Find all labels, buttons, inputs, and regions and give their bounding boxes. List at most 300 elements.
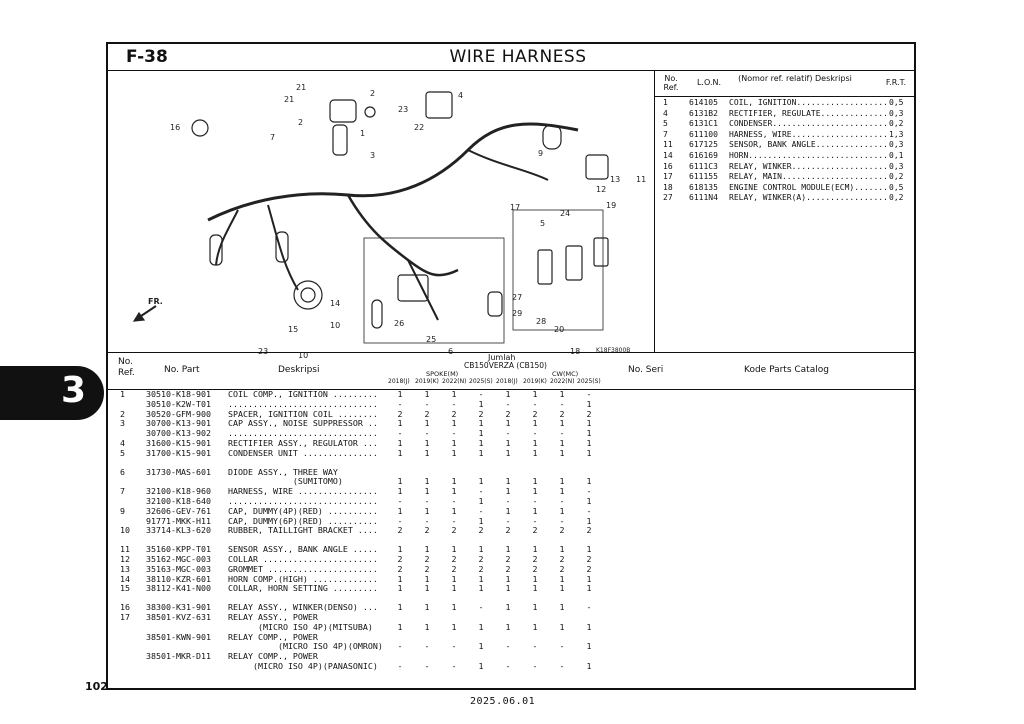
row-quantity: 1 — [478, 583, 484, 594]
row-quantity: 1 — [532, 621, 538, 632]
row-description: CONDENSER UNIT ............... — [228, 447, 378, 458]
row-quantity: 1 — [505, 602, 511, 613]
header-year: 2018(J) — [496, 378, 518, 385]
row-quantity: 1 — [586, 398, 592, 409]
row-description: RELAY ASSY., WINKER(DENSO) ... — [228, 602, 378, 613]
row-quantity: 1 — [451, 583, 457, 594]
row-quantity: - — [424, 398, 430, 409]
lon-row — [655, 119, 914, 130]
row-ref: 5 — [120, 447, 125, 458]
header-models: CB150VERZA (CB150) — [464, 361, 547, 370]
figure-reference: K18F3800B — [596, 347, 631, 354]
row-quantity: 1 — [532, 418, 538, 429]
header-year: 2022(N) — [442, 378, 467, 385]
row-quantity: 1 — [478, 476, 484, 487]
row-part-number: 32606-GEV-761 — [146, 505, 211, 516]
row-quantity: 1 — [532, 602, 538, 613]
row-quantity: 1 — [451, 447, 457, 458]
page-header — [108, 44, 914, 71]
lon-code: 6111N4 — [689, 193, 718, 203]
header-year: 2022(N) — [550, 378, 575, 385]
row-quantity: - — [532, 660, 538, 671]
row-quantity: 1 — [478, 544, 484, 555]
row-quantity: 1 — [532, 486, 538, 497]
row-quantity: 2 — [478, 525, 484, 536]
header-year: 2025(S) — [577, 378, 601, 385]
lon-row — [655, 109, 914, 120]
table-row — [108, 662, 914, 672]
header-year: 2018(J) — [388, 378, 410, 385]
row-part-number: 33714-KL3-620 — [146, 525, 211, 536]
row-quantity: 1 — [397, 437, 403, 448]
row-quantity: 1 — [397, 583, 403, 594]
parts-table-body — [108, 390, 914, 672]
row-quantity: 1 — [478, 641, 484, 652]
row-quantity: 2 — [505, 408, 511, 419]
lon-row — [655, 140, 914, 151]
row-quantity: - — [559, 515, 565, 526]
row-quantity: 1 — [397, 573, 403, 584]
row-quantity: 1 — [451, 418, 457, 429]
row-quantity: - — [451, 398, 457, 409]
lon-code: 611100 — [689, 129, 718, 139]
row-quantity: 1 — [505, 447, 511, 458]
row-quantity: 1 — [505, 505, 511, 516]
row-description: .............................. — [228, 495, 378, 506]
row-quantity: 1 — [424, 418, 430, 429]
callout-label: 21 — [296, 83, 307, 92]
row-ref: 4 — [120, 437, 125, 448]
lon-desc: CONDENSER........................ — [729, 119, 888, 129]
callout-labels — [148, 83, 646, 360]
lon-row — [655, 193, 914, 204]
row-ref: 2 — [120, 408, 125, 419]
harness-trunk — [208, 124, 578, 220]
row-quantity: 1 — [424, 583, 430, 594]
row-quantity: 2 — [532, 553, 538, 564]
row-part-number: 32100-K18-640 — [146, 495, 211, 506]
row-quantity: 1 — [586, 428, 592, 439]
row-quantity: 1 — [451, 486, 457, 497]
row-description: CAP, DUMMY(4P)(RED) .......... — [228, 505, 378, 516]
lon-desc: COIL, IGNITION................... — [729, 98, 888, 107]
row-quantity: - — [397, 398, 403, 409]
row-quantity: - — [478, 389, 484, 399]
parts-page-frame — [106, 42, 916, 690]
header-description: Deskripsi — [278, 365, 320, 375]
callout-label: 12 — [596, 185, 607, 194]
row-quantity: - — [586, 505, 592, 516]
row-quantity: - — [478, 486, 484, 497]
row-quantity: 1 — [478, 573, 484, 584]
callout-label: 2 — [298, 118, 304, 127]
row-quantity: 2 — [397, 553, 403, 564]
row-quantity: 2 — [397, 408, 403, 419]
row-quantity: - — [505, 428, 511, 439]
row-quantity: 1 — [532, 573, 538, 584]
row-quantity: 1 — [397, 486, 403, 497]
row-description: HORN COMP.(HIGH) ............. — [228, 573, 378, 584]
lon-code: 6131C1 — [689, 119, 718, 129]
row-quantity: - — [451, 660, 457, 671]
row-quantity: - — [424, 428, 430, 439]
callout-label: 29 — [512, 309, 523, 318]
lon-frt: 0,2 — [889, 172, 904, 182]
row-description: SENSOR ASSY., BANK ANGLE ..... — [228, 544, 378, 555]
row-quantity: 1 — [424, 573, 430, 584]
header-catalog: Kode Parts Catalog — [744, 365, 829, 375]
row-part-number: 30520-GFM-900 — [146, 408, 211, 419]
table-row — [108, 526, 914, 536]
row-quantity: 2 — [424, 525, 430, 536]
row-quantity: - — [478, 505, 484, 516]
callout-label: 10 — [298, 351, 309, 360]
row-quantity: 1 — [424, 389, 430, 399]
row-quantity: 1 — [559, 476, 565, 487]
row-quantity: 1 — [478, 428, 484, 439]
row-description: (MICRO ISO 4P)(OMRON) — [228, 641, 383, 652]
chapter-tab — [0, 366, 104, 420]
lon-frt: 0,1 — [889, 150, 904, 160]
row-description: .............................. — [228, 428, 378, 439]
row-quantity: 1 — [478, 660, 484, 671]
header-year: 2025(S) — [469, 378, 493, 385]
row-quantity: 2 — [532, 563, 538, 574]
row-quantity: - — [532, 515, 538, 526]
callout-label: 16 — [170, 123, 181, 132]
row-ref: 16 — [120, 602, 130, 613]
row-quantity: 2 — [559, 408, 565, 419]
row-part-number: 38501-KVZ-631 — [146, 611, 211, 622]
callout-label: 23 — [398, 105, 409, 114]
row-quantity: 1 — [424, 486, 430, 497]
row-quantity: 2 — [586, 563, 592, 574]
row-quantity: 1 — [559, 447, 565, 458]
row-part-number: 35160-KPP-T01 — [146, 544, 211, 555]
header-year: 2019(K) — [415, 378, 439, 385]
row-part-number: 31700-K15-901 — [146, 447, 211, 458]
lon-ref: 14 — [663, 150, 673, 160]
callout-label: 11 — [636, 175, 647, 184]
header-jumlah: Jumlah — [488, 353, 516, 362]
row-quantity: 2 — [397, 525, 403, 536]
row-quantity: 1 — [424, 476, 430, 487]
table-row — [108, 449, 914, 459]
row-quantity: 2 — [586, 408, 592, 419]
row-quantity: 1 — [478, 515, 484, 526]
row-quantity: 1 — [397, 447, 403, 458]
row-ref: 1 — [120, 389, 125, 399]
callout-label: 23 — [258, 347, 269, 356]
row-quantity: - — [451, 641, 457, 652]
lon-header-ref: No. Ref. — [663, 74, 679, 92]
row-quantity: 1 — [478, 398, 484, 409]
row-quantity: 2 — [586, 525, 592, 536]
row-part-number: 32100-K18-960 — [146, 486, 211, 497]
header-year: 2019(K) — [523, 378, 547, 385]
lon-desc: RELAY, MAIN...................... — [729, 172, 888, 182]
row-quantity: 1 — [424, 447, 430, 458]
lon-desc: SENSOR, BANK ANGLE............... — [729, 140, 888, 150]
row-quantity: - — [451, 428, 457, 439]
row-quantity: 1 — [532, 544, 538, 555]
row-quantity: 1 — [586, 573, 592, 584]
lon-header-frt: F.R.T. — [885, 78, 907, 87]
lon-table-body — [655, 98, 914, 204]
lon-header-desc: (Nomor ref. relatif) Deskripsi — [738, 74, 852, 83]
row-quantity: 1 — [586, 544, 592, 555]
row-quantity: - — [505, 660, 511, 671]
row-quantity: 2 — [478, 563, 484, 574]
row-quantity: - — [505, 515, 511, 526]
row-ref: 12 — [120, 553, 130, 564]
callout-label: 17 — [510, 203, 521, 212]
lon-desc: ENGINE CONTROL MODULE(ECM)....... — [729, 182, 888, 192]
row-quantity: 2 — [424, 408, 430, 419]
row-quantity: 1 — [559, 505, 565, 516]
row-quantity: - — [559, 398, 565, 409]
lon-frt: 1,3 — [889, 129, 904, 139]
harness-branch — [348, 195, 458, 275]
row-quantity: 1 — [559, 544, 565, 555]
row-description: RELAY ASSY., POWER — [228, 611, 318, 622]
row-quantity: 1 — [424, 621, 430, 632]
row-description: CAP ASSY., NOISE SUPPRESSOR .. — [228, 418, 378, 429]
row-quantity: - — [397, 515, 403, 526]
lon-code: 6111C3 — [689, 161, 718, 171]
row-quantity: - — [451, 515, 457, 526]
lon-table-header — [655, 70, 914, 97]
table-row — [108, 584, 914, 594]
row-quantity: 2 — [451, 525, 457, 536]
row-part-number: 38300-K31-901 — [146, 602, 211, 613]
parts-table-header — [108, 352, 914, 390]
row-quantity: 1 — [586, 476, 592, 487]
callout-label: 9 — [538, 149, 544, 158]
row-ref: 6 — [120, 466, 125, 477]
lon-ref: 18 — [663, 182, 673, 192]
row-quantity: - — [424, 660, 430, 671]
row-quantity: 2 — [505, 525, 511, 536]
row-quantity: - — [532, 398, 538, 409]
row-quantity: - — [505, 398, 511, 409]
row-quantity: 1 — [424, 437, 430, 448]
lon-desc: HORN............................. — [729, 150, 888, 160]
callout-label: 1 — [360, 129, 366, 138]
row-ref: 11 — [120, 544, 130, 555]
row-quantity: 1 — [559, 418, 565, 429]
callout-label: 28 — [536, 317, 547, 326]
callout-label: 20 — [554, 325, 565, 334]
row-description: SPACER, IGNITION COIL ........ — [228, 408, 378, 419]
row-description: COLLAR ....................... — [228, 553, 378, 564]
lon-ref: 4 — [663, 108, 668, 118]
row-description: HARNESS, WIRE ................ — [228, 486, 378, 497]
row-quantity: 1 — [424, 602, 430, 613]
row-part-number: 38501-MKR-D11 — [146, 651, 211, 662]
row-description: CAP, DUMMY(6P)(RED) .......... — [228, 515, 378, 526]
row-quantity: 2 — [451, 553, 457, 564]
lon-code: 616169 — [689, 150, 718, 160]
row-quantity: 1 — [397, 505, 403, 516]
row-quantity: 1 — [451, 437, 457, 448]
row-description: (MICRO ISO 4P)(PANASONIC) — [228, 660, 378, 671]
callout-label: 19 — [606, 201, 617, 210]
lon-code: 614105 — [689, 98, 718, 107]
callout-label: 6 — [448, 347, 454, 356]
row-quantity: - — [559, 660, 565, 671]
row-part-number: 91771-MKK-H11 — [146, 515, 211, 526]
row-quantity: - — [559, 495, 565, 506]
row-quantity: 1 — [532, 447, 538, 458]
row-quantity: 1 — [424, 505, 430, 516]
row-quantity: - — [397, 428, 403, 439]
header-cw: CW(MC) — [552, 370, 579, 378]
lon-ref: 1 — [663, 98, 668, 107]
row-ref: 15 — [120, 583, 130, 594]
row-quantity: - — [397, 641, 403, 652]
lon-code: 611155 — [689, 172, 718, 182]
row-quantity: 1 — [532, 389, 538, 399]
row-quantity: 1 — [451, 573, 457, 584]
row-quantity: 1 — [451, 389, 457, 399]
row-part-number: 38110-KZR-601 — [146, 573, 211, 584]
row-quantity: 2 — [559, 563, 565, 574]
row-quantity: 1 — [505, 544, 511, 555]
row-quantity: 1 — [505, 437, 511, 448]
callout-label: 2 — [370, 89, 376, 98]
row-quantity: 1 — [505, 389, 511, 399]
row-quantity: 1 — [478, 447, 484, 458]
lon-code: 618135 — [689, 182, 718, 192]
row-quantity: 1 — [424, 544, 430, 555]
lon-desc: RECTIFIER, REGULATE.............. — [729, 108, 888, 118]
row-part-number: 30700-K13-901 — [146, 418, 211, 429]
row-quantity: 2 — [451, 563, 457, 574]
row-quantity: 1 — [505, 583, 511, 594]
lon-row — [655, 98, 914, 109]
lon-code: 617125 — [689, 140, 718, 150]
row-quantity: 1 — [586, 515, 592, 526]
lon-row — [655, 130, 914, 141]
row-quantity: 1 — [532, 583, 538, 594]
callout-label: 14 — [330, 299, 341, 308]
row-quantity: 1 — [559, 573, 565, 584]
row-quantity: - — [424, 641, 430, 652]
row-ref: 3 — [120, 418, 125, 429]
lon-frt: 0,5 — [889, 182, 904, 192]
row-ref: 17 — [120, 611, 130, 622]
lon-frt: 0,3 — [889, 161, 904, 171]
row-quantity: 1 — [586, 641, 592, 652]
row-quantity: 1 — [397, 476, 403, 487]
row-quantity: 1 — [505, 486, 511, 497]
header-spoke: SPOKE(M) — [426, 370, 459, 378]
lon-frt: 0,3 — [889, 108, 904, 118]
callout-label: 15 — [288, 325, 299, 334]
row-quantity: 1 — [478, 418, 484, 429]
row-quantity: 1 — [397, 418, 403, 429]
row-part-number: 31600-K15-901 — [146, 437, 211, 448]
lon-frt: 0,2 — [889, 193, 904, 203]
lon-frt: 0,3 — [889, 140, 904, 150]
row-quantity: 1 — [397, 621, 403, 632]
lon-ref: 16 — [663, 161, 673, 171]
row-quantity: - — [424, 495, 430, 506]
page-title: WIRE HARNESS — [449, 47, 587, 67]
row-quantity: 2 — [559, 525, 565, 536]
callout-label: 7 — [270, 133, 276, 142]
row-quantity: - — [397, 495, 403, 506]
row-part-number: 30510-K2W-T01 — [146, 398, 211, 409]
row-quantity: 2 — [532, 525, 538, 536]
row-description: (SUMITOMO) — [228, 476, 343, 487]
row-part-number: 38501-KWN-901 — [146, 631, 211, 642]
row-quantity: - — [559, 428, 565, 439]
row-quantity: - — [532, 641, 538, 652]
lon-row — [655, 162, 914, 173]
lon-frt: 0,5 — [889, 98, 904, 107]
row-part-number: 38112-K41-N00 — [146, 583, 211, 594]
row-quantity: - — [586, 389, 592, 399]
callout-label: 25 — [426, 335, 437, 344]
header-no-part: No. Part — [164, 365, 200, 375]
row-quantity: 2 — [532, 408, 538, 419]
row-quantity: 1 — [451, 602, 457, 613]
row-quantity: 1 — [505, 418, 511, 429]
row-quantity: 1 — [478, 621, 484, 632]
row-quantity: 1 — [505, 573, 511, 584]
header-no-ref: No. Ref. — [118, 357, 135, 378]
callout-label: 24 — [560, 209, 571, 218]
lon-ref: 27 — [663, 193, 673, 203]
lon-ref: 17 — [663, 172, 673, 182]
row-quantity: 1 — [451, 621, 457, 632]
row-quantity: 1 — [586, 495, 592, 506]
row-quantity: - — [478, 602, 484, 613]
lon-desc: RELAY, WINKER(A)................. — [729, 193, 888, 203]
lon-ref: 5 — [663, 119, 668, 129]
callout-label: 13 — [610, 175, 621, 184]
row-ref: 13 — [120, 563, 130, 574]
lon-desc: HARNESS, WIRE.................... — [729, 129, 888, 139]
row-description: .............................. — [228, 398, 378, 409]
row-quantity: 2 — [424, 553, 430, 564]
row-description: RECTIFIER ASSY., REGULATOR ... — [228, 437, 378, 448]
row-quantity: 1 — [586, 583, 592, 594]
row-quantity: - — [424, 515, 430, 526]
row-quantity: 1 — [397, 389, 403, 399]
row-part-number: 31730-MAS-601 — [146, 466, 211, 477]
callout-label: 27 — [512, 293, 523, 302]
row-quantity: 2 — [505, 553, 511, 564]
row-quantity: 1 — [559, 486, 565, 497]
row-part-number: 35163-MGC-003 — [146, 563, 211, 574]
callout-label: 5 — [540, 219, 546, 228]
lon-ref: 11 — [663, 140, 673, 150]
publication-date: 2025.06.01 — [470, 696, 536, 707]
lon-desc: RELAY, WINKER.................... — [729, 161, 888, 171]
row-quantity: - — [532, 428, 538, 439]
front-arrow-label: FR. — [148, 297, 163, 306]
row-quantity: 1 — [532, 437, 538, 448]
row-quantity: - — [559, 641, 565, 652]
row-quantity: 1 — [478, 437, 484, 448]
callout-label: 10 — [330, 321, 341, 330]
row-quantity: 1 — [559, 621, 565, 632]
lon-ref: 7 — [663, 129, 668, 139]
row-quantity: 2 — [559, 553, 565, 564]
